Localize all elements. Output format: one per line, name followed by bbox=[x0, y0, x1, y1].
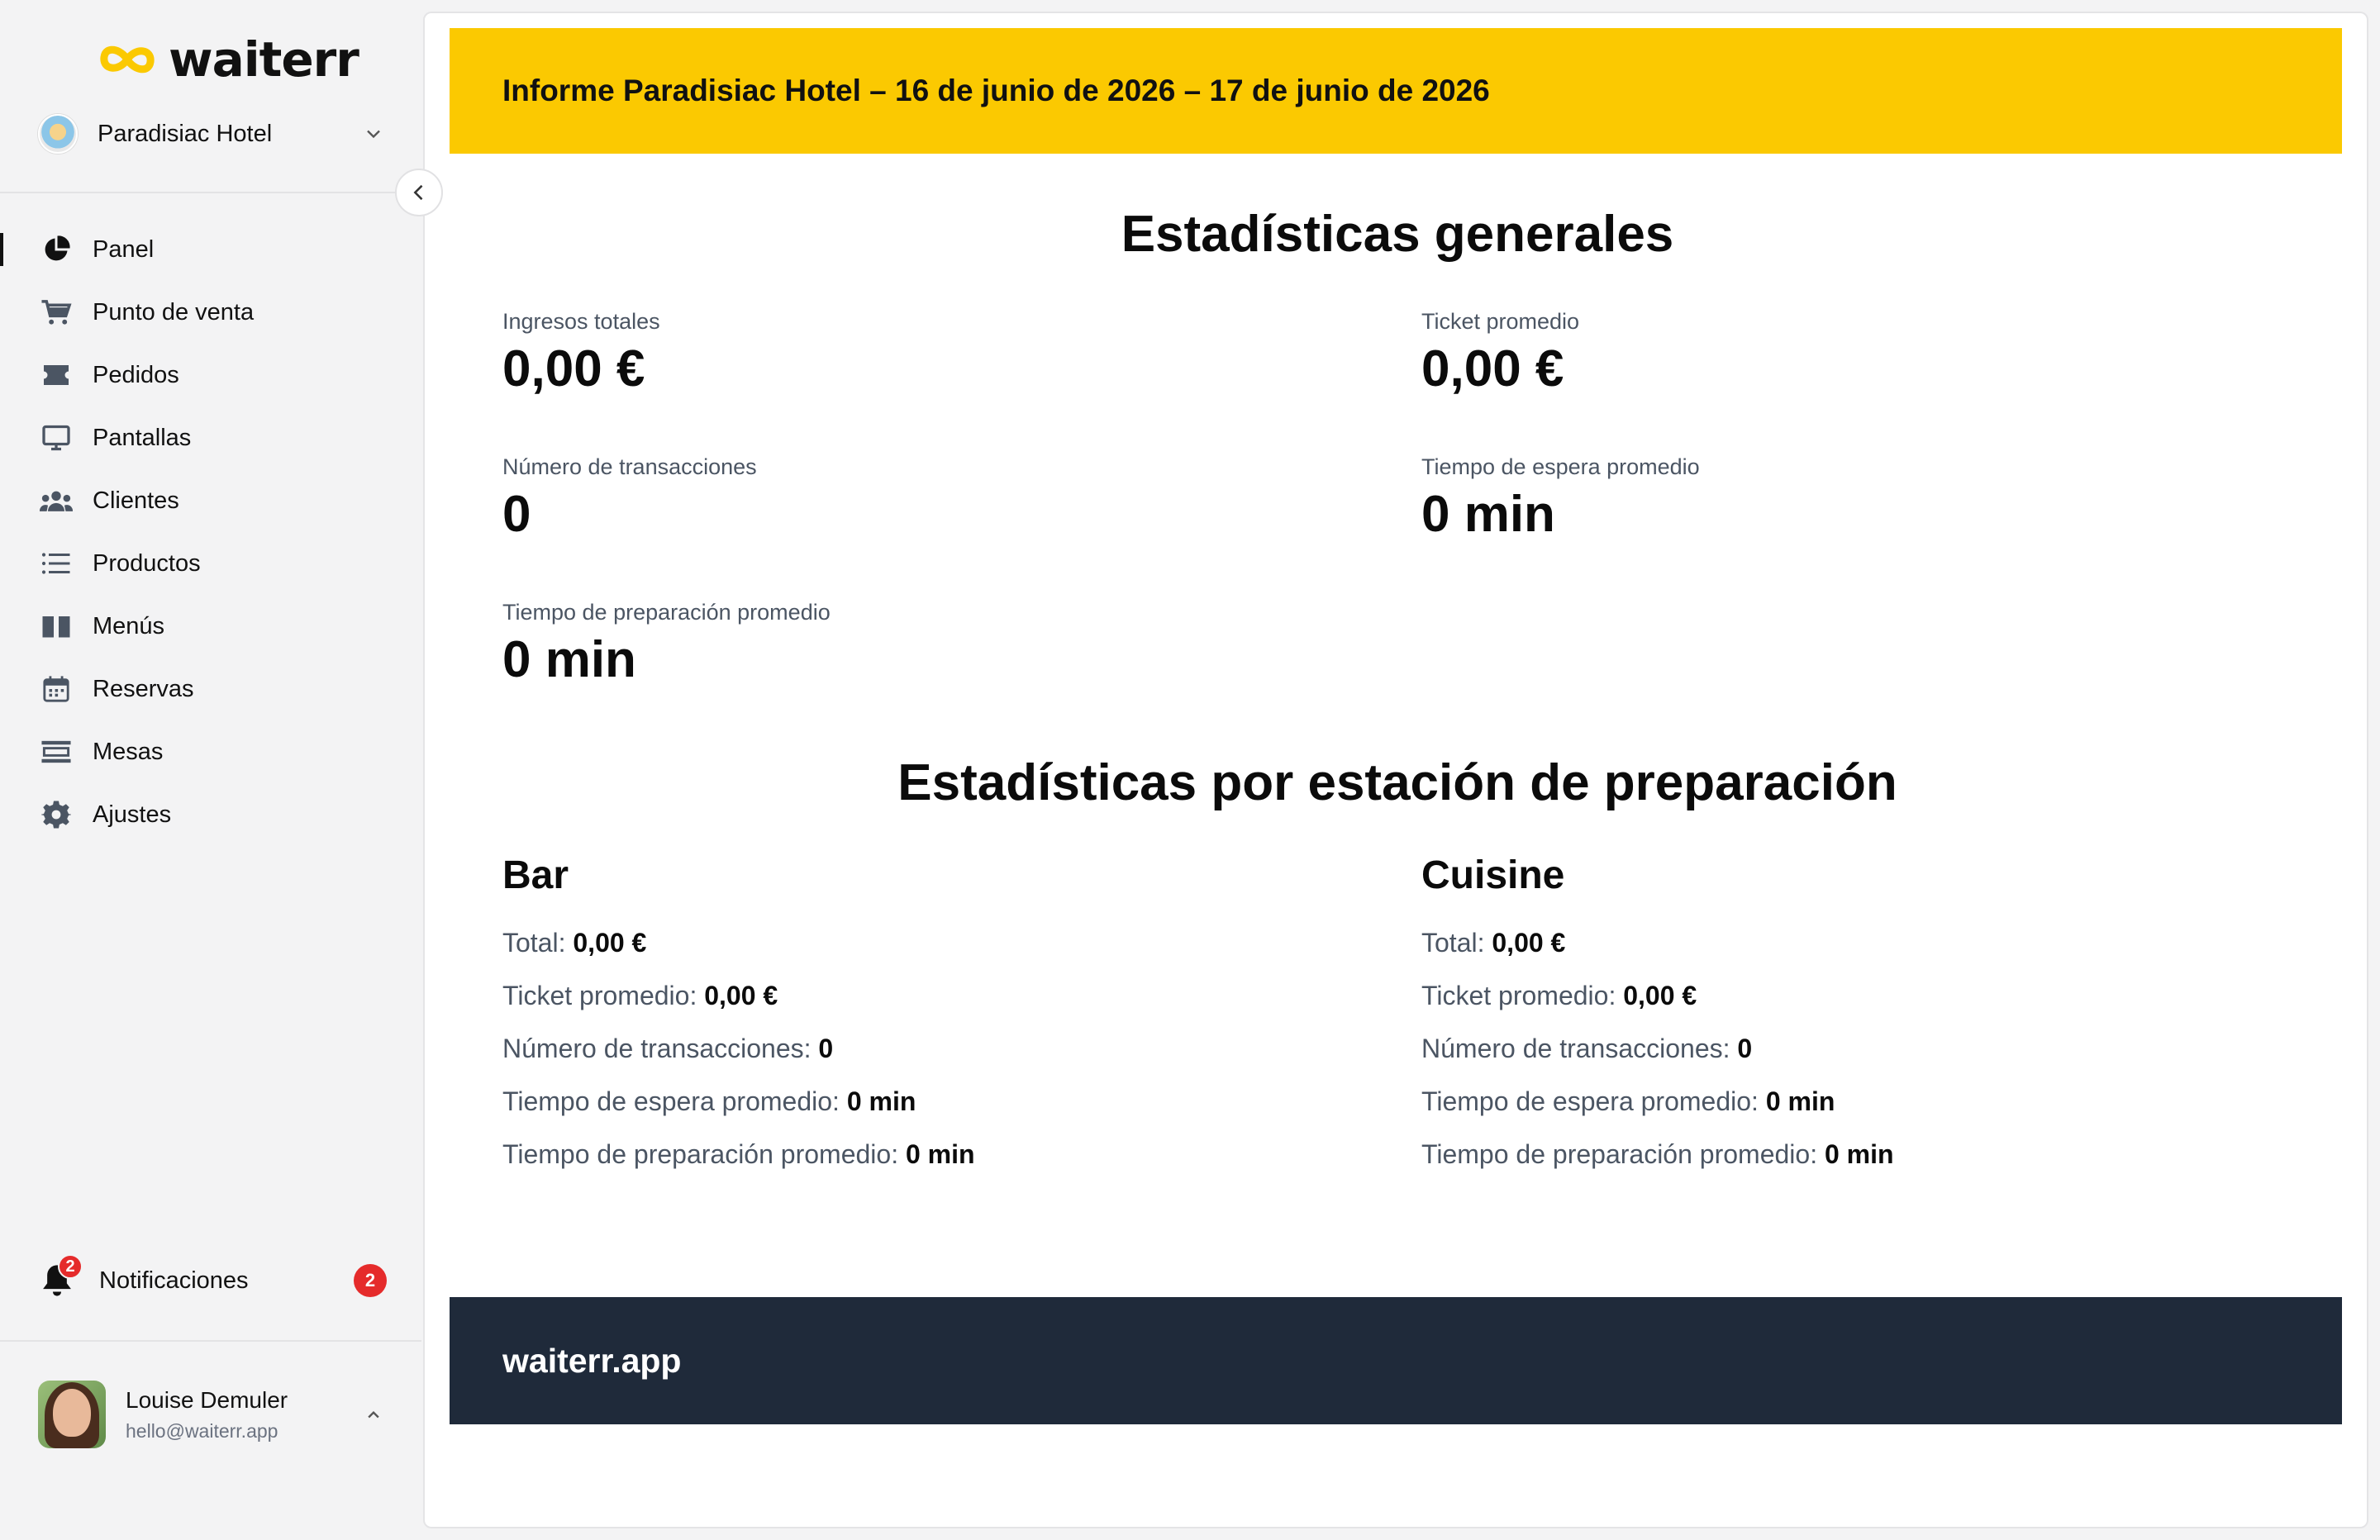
sidebar-item-label: Panel bbox=[93, 235, 155, 263]
user-name: Louise Demuler bbox=[126, 1386, 288, 1413]
notifications-button[interactable] bbox=[40, 1256, 387, 1305]
station-row-transactions: Número de transacciones: 0 bbox=[1421, 1034, 1753, 1063]
stat-total-revenue bbox=[502, 309, 660, 398]
report-footer bbox=[450, 1297, 2342, 1424]
venue-avatar bbox=[38, 114, 78, 154]
sidebar-item-label: Ajustes bbox=[93, 801, 172, 828]
sidebar-item-label: Productos bbox=[93, 549, 201, 577]
sidebar-item-reservations[interactable] bbox=[0, 658, 421, 720]
stat-value: 0 bbox=[502, 486, 531, 543]
station-row-avg-wait: Tiempo de espera promedio: 0 min bbox=[502, 1086, 916, 1116]
sidebar-item-clients[interactable] bbox=[0, 469, 421, 532]
station-row-avg-prep: Tiempo de preparación promedio: 0 min bbox=[1421, 1139, 1894, 1169]
sidebar-item-label: Clientes bbox=[93, 487, 179, 514]
sidebar-item-label: Menús bbox=[93, 612, 165, 639]
general-stats-title: Estadísticas generales bbox=[1121, 206, 1674, 263]
report-banner bbox=[450, 28, 2342, 154]
sidebar-item-menus[interactable] bbox=[0, 595, 421, 658]
sidebar-divider bbox=[0, 192, 421, 193]
users-icon bbox=[40, 484, 73, 517]
bell-icon bbox=[40, 1257, 76, 1299]
sidebar-item-products[interactable] bbox=[0, 532, 421, 595]
user-email: hello@waiterr.app bbox=[126, 1419, 278, 1442]
sidebar-item-settings[interactable] bbox=[0, 783, 421, 846]
stat-value: 0,00 € bbox=[502, 340, 645, 397]
station-cuisine bbox=[1421, 853, 1894, 1181]
sidebar-nav bbox=[0, 218, 421, 846]
list-icon bbox=[40, 547, 73, 580]
user-menu[interactable] bbox=[38, 1380, 385, 1449]
stat-value: 0 min bbox=[502, 631, 636, 688]
sidebar-item-tables[interactable] bbox=[0, 720, 421, 783]
stat-transactions bbox=[502, 454, 757, 544]
sidebar-item-label: Mesas bbox=[93, 738, 164, 765]
station-name: Bar bbox=[502, 853, 569, 897]
stat-avg-prep bbox=[502, 600, 831, 689]
user-info bbox=[126, 1387, 362, 1443]
bell-badge: 2 bbox=[58, 1254, 83, 1279]
sidebar-item-label: Pedidos bbox=[93, 361, 179, 388]
footer-link[interactable]: waiterr.app bbox=[502, 1341, 682, 1380]
station-row-avg-prep: Tiempo de preparación promedio: 0 min bbox=[502, 1139, 975, 1169]
station-name: Cuisine bbox=[1421, 853, 1565, 897]
stat-label: Tiempo de espera promedio bbox=[1421, 454, 1700, 479]
chevron-up-icon bbox=[362, 1403, 385, 1426]
ticket-icon bbox=[40, 359, 73, 392]
collapse-sidebar-button[interactable] bbox=[395, 169, 443, 216]
book-icon bbox=[40, 610, 73, 643]
station-row-avg-ticket: Ticket promedio: 0,00 € bbox=[1421, 981, 1697, 1010]
infinity-logo-icon bbox=[98, 39, 157, 80]
stat-label: Ingresos totales bbox=[502, 309, 660, 334]
chevron-left-icon bbox=[407, 181, 431, 204]
pie-chart-icon bbox=[40, 233, 73, 266]
stat-avg-wait bbox=[1421, 454, 1700, 544]
brand-name: waiterr bbox=[169, 31, 359, 88]
sidebar-item-orders[interactable] bbox=[0, 344, 421, 406]
sidebar-item-panel[interactable] bbox=[0, 218, 421, 281]
notifications-count-badge: 2 bbox=[354, 1264, 387, 1297]
sidebar-item-pos[interactable] bbox=[0, 281, 421, 344]
sidebar-item-screens[interactable] bbox=[0, 406, 421, 469]
stat-label: Número de transacciones bbox=[502, 454, 757, 479]
station-row-transactions: Número de transacciones: 0 bbox=[502, 1034, 834, 1063]
station-stats-title: Estadísticas por estación de preparación bbox=[897, 754, 1897, 811]
cart-icon bbox=[40, 296, 73, 329]
station-row-total: Total: 0,00 € bbox=[502, 928, 647, 958]
station-row-total: Total: 0,00 € bbox=[1421, 928, 1566, 958]
calendar-icon bbox=[40, 673, 73, 706]
sidebar-item-label: Reservas bbox=[93, 675, 194, 702]
stat-value: 0,00 € bbox=[1421, 340, 1564, 397]
station-row-avg-ticket: Ticket promedio: 0,00 € bbox=[502, 981, 778, 1010]
stat-label: Ticket promedio bbox=[1421, 309, 1580, 334]
gear-icon bbox=[40, 798, 73, 831]
station-row-avg-wait: Tiempo de espera promedio: 0 min bbox=[1421, 1086, 1835, 1116]
chevron-down-icon bbox=[362, 122, 385, 145]
stat-label: Tiempo de preparación promedio bbox=[502, 600, 831, 625]
user-divider bbox=[0, 1340, 421, 1342]
sidebar-item-label: Pantallas bbox=[93, 424, 192, 451]
station-bar bbox=[502, 853, 975, 1181]
venue-name: Paradisiac Hotel bbox=[98, 120, 273, 147]
sidebar bbox=[0, 0, 421, 1540]
sidebar-item-label: Punto de venta bbox=[93, 298, 255, 326]
stat-avg-ticket bbox=[1421, 309, 1579, 398]
table-icon bbox=[40, 735, 73, 768]
report-panel bbox=[423, 12, 2368, 1528]
avatar bbox=[38, 1381, 106, 1448]
report-title: Informe Paradisiac Hotel – 16 de junio de 2026 – 17 de junio de 2026 bbox=[502, 74, 1490, 107]
notifications-label: Notificaciones bbox=[99, 1267, 249, 1294]
venue-selector[interactable] bbox=[38, 112, 385, 155]
waiterr-logo[interactable] bbox=[98, 31, 359, 88]
monitor-icon bbox=[40, 421, 73, 454]
stat-value: 0 min bbox=[1421, 486, 1555, 543]
